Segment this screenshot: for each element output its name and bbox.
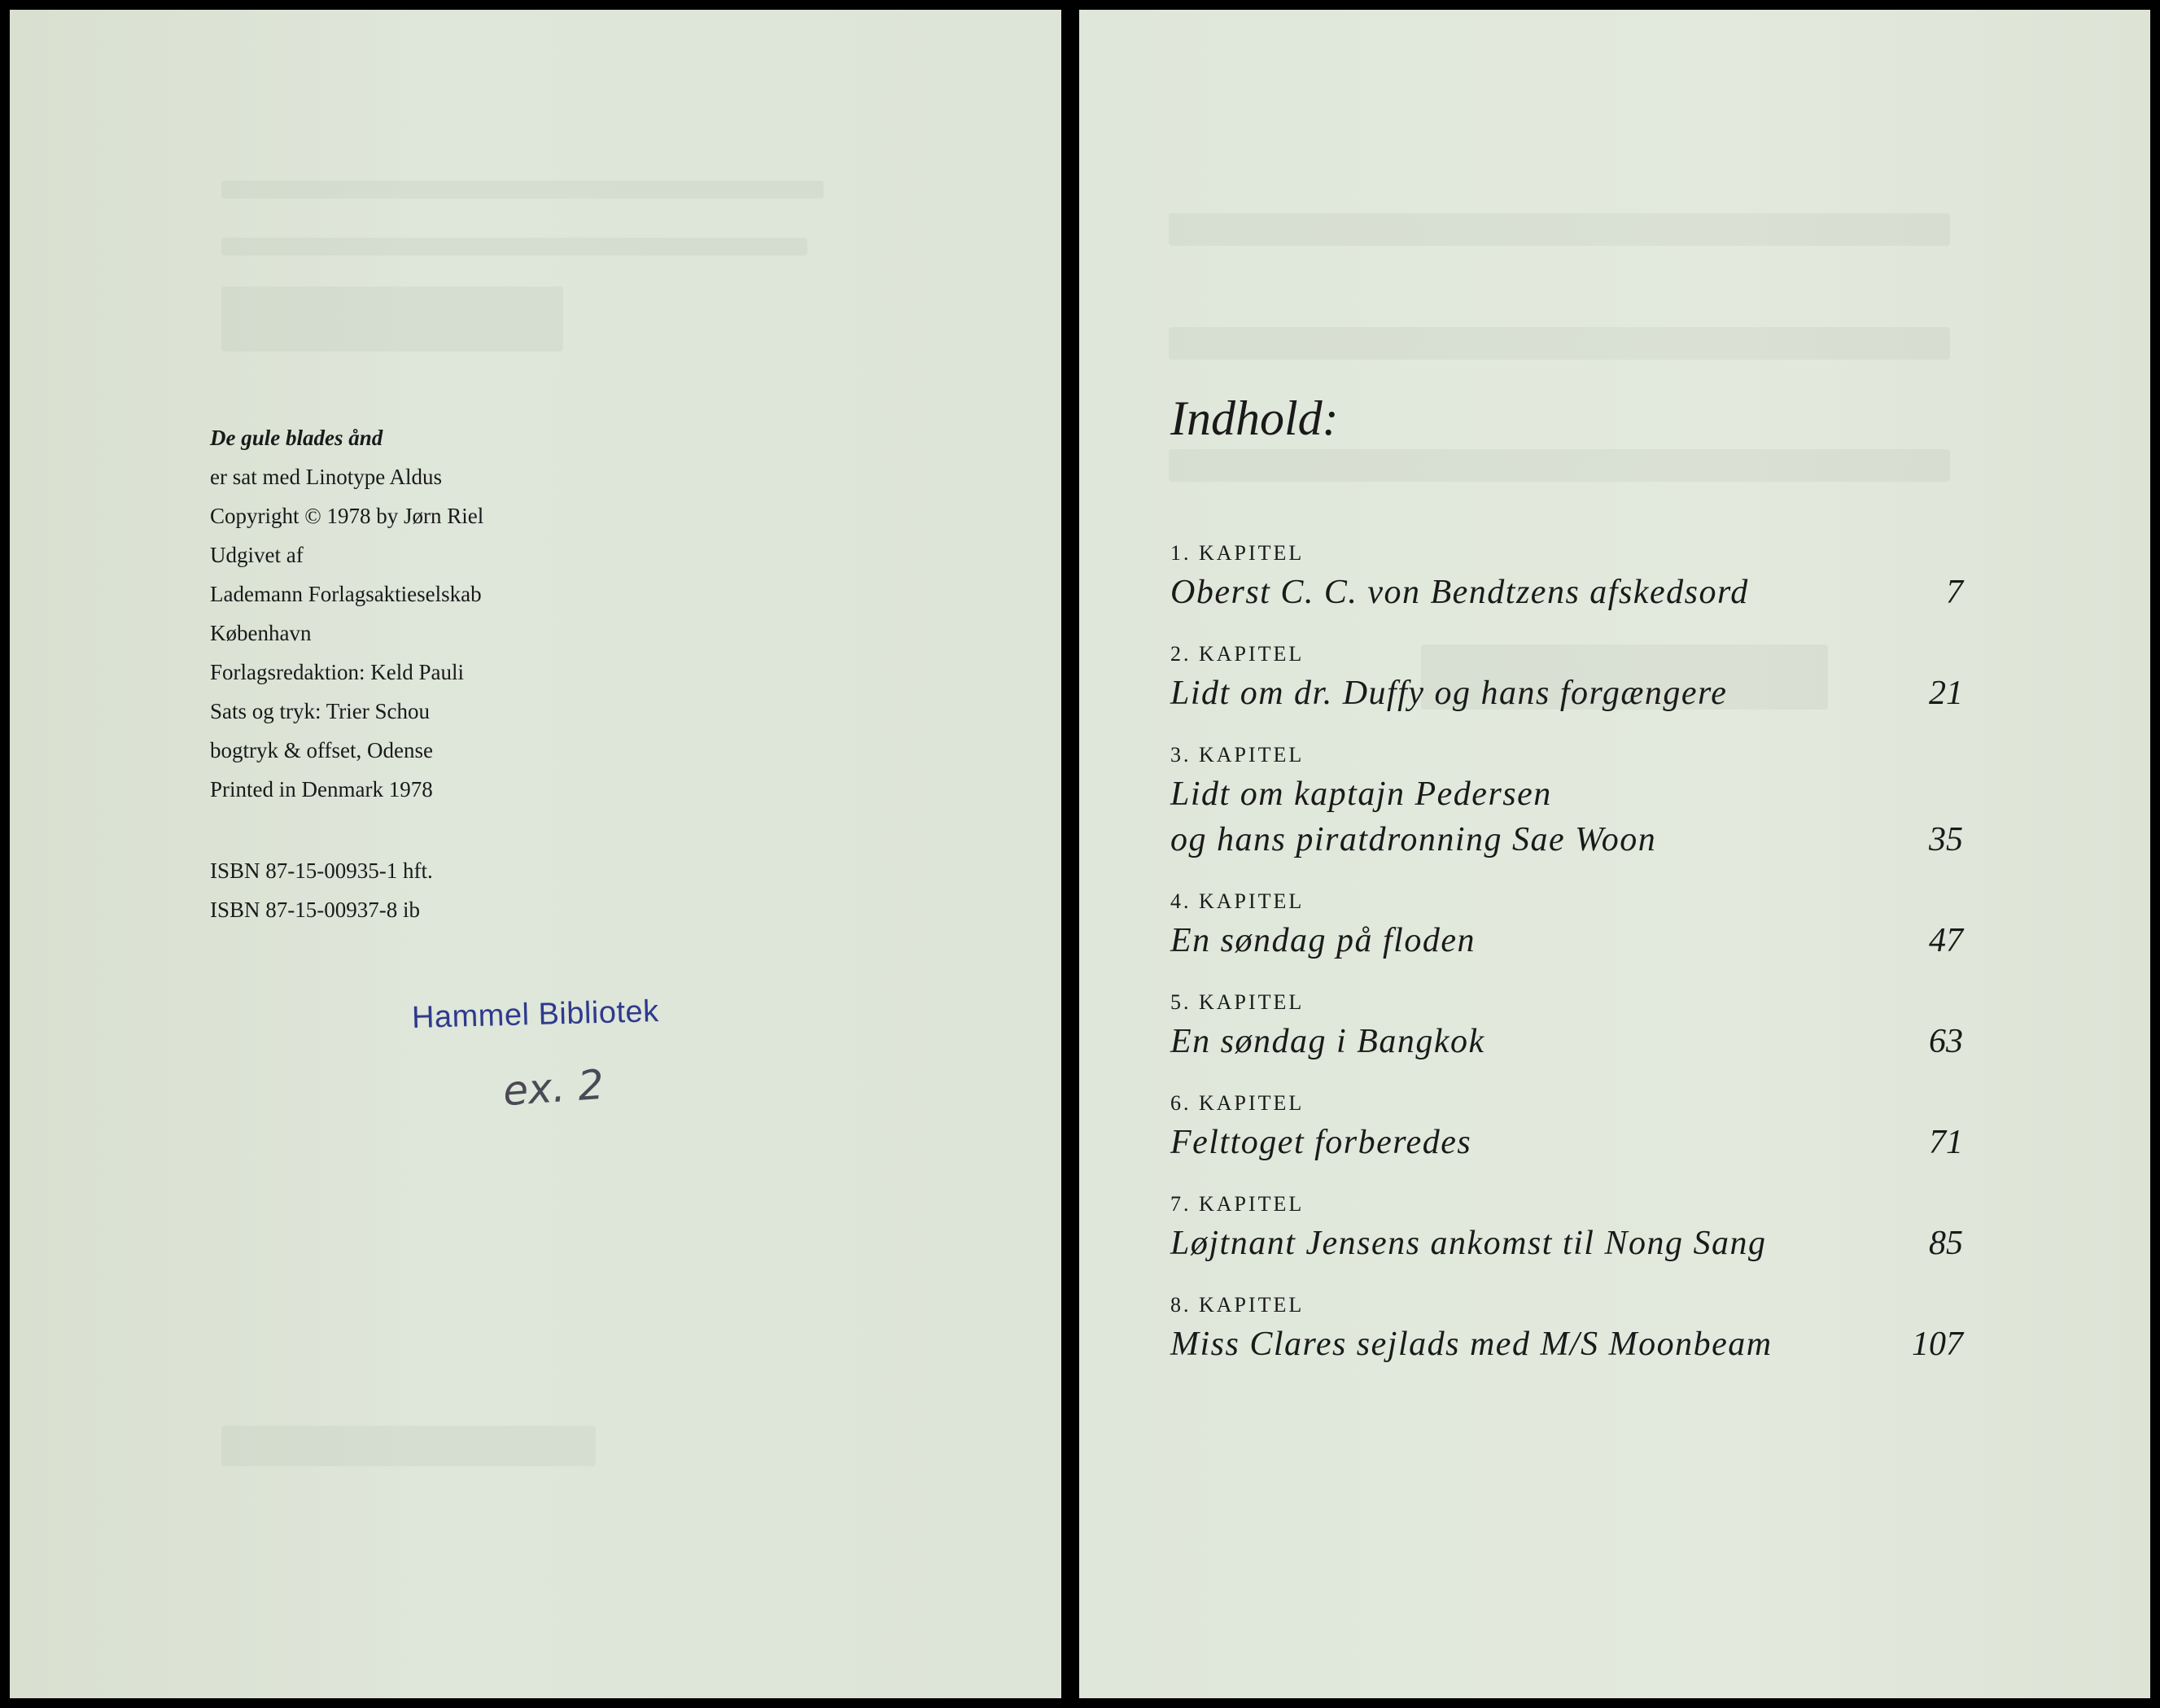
isbn-line: ISBN 87-15-00937-8 ib [210, 898, 420, 922]
toc-entry [1170, 986, 1984, 1064]
chapter-page-number: 35 [1929, 821, 1963, 858]
show-through-mark [221, 181, 824, 199]
colophon-line: Udgivet af [210, 543, 304, 567]
chapter-page-number: 47 [1929, 922, 1963, 959]
show-through-mark [1169, 449, 1950, 482]
chapter-page-number: 85 [1929, 1225, 1963, 1262]
colophon-line: Copyright © 1978 by Jørn Riel [210, 504, 484, 528]
toc-title: Indhold: [1170, 391, 1339, 445]
chapter-title: Miss Clares sejlads med M/S Moonbeam [1170, 1326, 1773, 1363]
chapter-label: 4. KAPITEL [1170, 889, 1305, 913]
toc-entry [1170, 638, 1984, 716]
show-through-mark [221, 238, 807, 256]
chapter-title: Lidt om dr. Duffy og hans forgængere [1170, 675, 1728, 712]
colophon-line: Lademann Forlagsaktieselskab [210, 582, 482, 606]
library-stamp: Hammel Bibliotek [411, 994, 660, 1035]
chapter-title: En søndag på floden [1170, 922, 1476, 959]
chapter-label: 6. KAPITEL [1170, 1091, 1305, 1115]
chapter-label: 3. KAPITEL [1170, 743, 1305, 767]
isbn-line: ISBN 87-15-00935-1 hft. [210, 858, 433, 883]
chapter-page-number: 63 [1929, 1023, 1963, 1060]
chapter-title: Oberst C. C. von Bendtzens afskedsord [1170, 574, 1749, 611]
show-through-mark [1169, 327, 1950, 360]
chapter-page-number: 21 [1929, 675, 1963, 712]
colophon-line: Sats og tryk: Trier Schou [210, 699, 431, 723]
colophon-line: bogtryk & offset, Odense [210, 738, 433, 762]
chapter-label: 5. KAPITEL [1170, 990, 1305, 1014]
colophon-line: er sat med Linotype Aldus [210, 465, 442, 489]
chapter-label: 8. KAPITEL [1170, 1293, 1305, 1317]
chapter-title: og hans piratdronning Sae Woon [1170, 821, 1657, 858]
chapter-title: Løjtnant Jensens ankomst til Nong Sang [1170, 1225, 1767, 1262]
chapter-label: 1. KAPITEL [1170, 541, 1305, 565]
toc-entry [1170, 537, 1984, 615]
right-page [1079, 10, 2150, 1698]
toc-entry [1170, 1188, 1984, 1266]
chapter-page-number: 7 [1946, 574, 1963, 611]
toc-entry [1170, 1289, 1984, 1367]
show-through-mark [221, 1426, 596, 1466]
chapter-page-number: 107 [1912, 1326, 1963, 1363]
colophon-line: København [210, 621, 312, 645]
show-through-mark [221, 286, 563, 352]
handwritten-note: ex. 2 [501, 1060, 606, 1116]
table-of-contents [1170, 537, 1984, 1390]
show-through-mark [1169, 213, 1950, 246]
colophon-line: Forlagsredaktion: Keld Pauli [210, 660, 464, 684]
chapter-page-number: 71 [1929, 1124, 1963, 1161]
colophon [210, 418, 666, 929]
left-page [10, 10, 1061, 1698]
toc-entry [1170, 1087, 1984, 1165]
toc-entry [1170, 885, 1984, 963]
chapter-title: Lidt om kaptajn Pedersen [1170, 775, 1552, 813]
colophon-line: Printed in Denmark 1978 [210, 777, 433, 802]
colophon-line: De gule blades ånd [210, 426, 383, 450]
chapter-title: Felttoget forberedes [1170, 1124, 1472, 1161]
chapter-label: 7. KAPITEL [1170, 1192, 1305, 1216]
toc-entry [1170, 739, 1984, 863]
chapter-label: 2. KAPITEL [1170, 642, 1305, 666]
chapter-title: En søndag i Bangkok [1170, 1023, 1485, 1060]
